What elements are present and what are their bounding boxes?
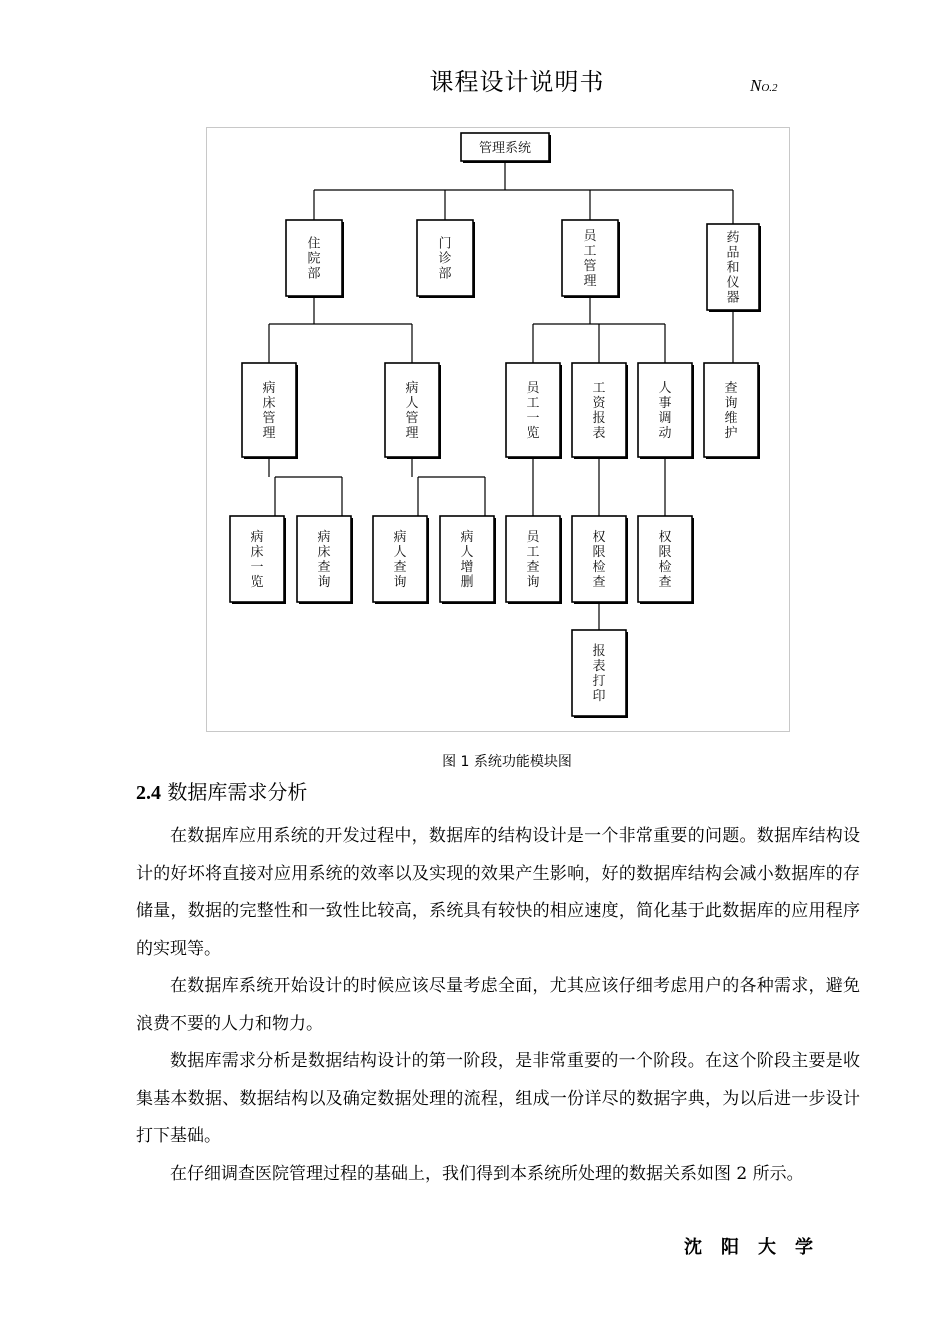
node-query-maintain-label: 查询维护 [724, 381, 738, 441]
diagram-nodes [230, 133, 761, 718]
node-permission-check-2 [638, 516, 694, 604]
node-staff-mgmt-label: 员工管理 [583, 229, 597, 289]
footer-school-name: 沈阳大学 [684, 1237, 832, 1258]
node-report-print [572, 630, 628, 718]
node-permission-check-1 [572, 516, 628, 604]
function-module-diagram [206, 127, 790, 732]
node-personnel-transfer-label: 人事调动 [658, 381, 672, 441]
node-patient-mgmt [385, 363, 441, 459]
page-number-sub: O.2 [761, 82, 778, 94]
node-bed-query-label: 病床查询 [317, 530, 331, 590]
node-bed-list [230, 516, 286, 604]
node-bed-query [297, 516, 353, 604]
node-staff-list [506, 363, 562, 459]
section-title: 数据库需求分析 [167, 780, 308, 804]
paragraph-1: 在数据库应用系统的开发过程中，数据库的结构设计是一个非常重要的问题。数据库结构设计的好坏将直接对应用系统的效率以及实现的效果产生影响，好的数据库结构会减小数据库的存储量，数据的完整性和一致性比较高，系统具有较快的相应速度，简化基于此数据库的应用程序的实现等。 [136, 826, 860, 959]
paragraph-2: 在数据库系统开始设计的时候应该尽量考虑全面，尤其应该仔细考虑用户的各种需求，避免浪费不要的人力和物力。 [136, 976, 860, 1034]
node-bed-mgmt [242, 363, 298, 459]
node-salary-report [572, 363, 628, 459]
node-outpatient [417, 220, 475, 298]
node-inpatient [286, 220, 344, 298]
section-number: 2.4 [136, 782, 161, 804]
node-outpatient-label: 门诊部 [438, 236, 452, 282]
node-patient-query-label: 病人查询 [393, 530, 407, 590]
node-permission-check-1-label: 权限检查 [592, 530, 606, 590]
node-patient-add-delete-label: 病人增删 [460, 530, 474, 590]
section-heading [136, 776, 307, 805]
paragraph-4: 在仔细调查医院管理过程的基础上，我们得到本系统所处理的数据关系如图 2 所示。 [170, 1163, 804, 1184]
page-number-main: N [750, 76, 762, 95]
node-salary-report-label: 工资报表 [592, 381, 606, 441]
page-number [750, 76, 778, 96]
node-patient-mgmt-label: 病人管理 [405, 381, 419, 441]
node-drugs-instruments [707, 224, 761, 312]
node-bed-list-label: 病床一览 [250, 530, 264, 590]
node-report-print-label: 报表打印 [592, 644, 606, 704]
node-patient-query [373, 516, 429, 604]
node-root [461, 133, 551, 163]
node-inpatient-label: 住院部 [307, 236, 321, 282]
node-personnel-transfer [638, 363, 694, 459]
node-patient-add-delete [440, 516, 496, 604]
node-staff-mgmt [562, 220, 620, 298]
node-root-label: 管理系统 [478, 141, 532, 156]
node-permission-check-2-label: 权限检查 [658, 530, 672, 590]
node-staff-query-label: 员工查询 [526, 530, 540, 590]
node-bed-mgmt-label: 病床管理 [262, 381, 276, 441]
document-title: 课程设计说明书 [429, 68, 605, 96]
node-staff-query [506, 516, 562, 604]
node-drugs-instruments-label: 药品和仪器 [726, 230, 740, 306]
figure-caption: 图 1 系统功能模块图 [442, 754, 572, 770]
node-query-maintain [704, 363, 760, 459]
paragraph-3: 数据库需求分析是数据结构设计的第一阶段，是非常重要的一个阶段。在这个阶段主要是收集基本数据、数据结构以及确定数据处理的流程，组成一份详尽的数据字典，为以后进一步设计打下基础。 [136, 1051, 860, 1146]
body-text [136, 818, 860, 1193]
node-staff-list-label: 员工一览 [526, 381, 540, 441]
